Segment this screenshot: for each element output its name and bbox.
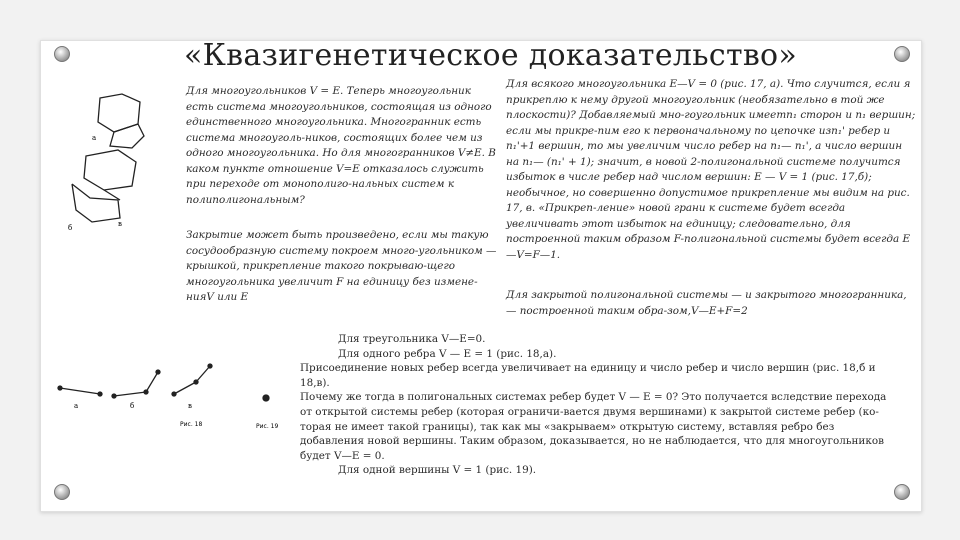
- pin-top-right: [894, 46, 910, 62]
- fig18b-vertex: [156, 370, 160, 374]
- fig17c-polygon: [72, 184, 120, 222]
- fig17b-polygon: [84, 150, 136, 190]
- right-paragraph-1: Для всякого многоугольника E—V = 0 (рис. 17, а). Что случится, если я прикреплю к нему другой многоугольник (необязательно в той же плоскости)? Добавляемый мно-гоугольник имеетn₁ сторон и n₁ вершин; если мы прикре-пим его к первоначальному по цепочке изn₁' ребер и n₁'+1 вершин, то мы увеличим число ребер на n₁— n₁', а число вершин на n₁— (n₁' + 1); значит, в новой 2-полигональной системе получится избыток в числе ребер над числом вершин: E — V = 1 (рис. 17,б); необычное, но совершенно допустимое прикрепление мы видим на рис. 17, в. «Прикреп-ление» новой грани к системе будет всегда увеличивать этот избыток на единицу; следовательно, для построенной таким образом F-полигональной системы будет всегда E —V=F—1.: [506, 78, 916, 261]
- figure-18-19-edges: [56, 362, 292, 446]
- pin-bottom-left: [54, 484, 70, 500]
- left-paragraph-2: Закрытие может быть произведено, если мы такую сосудообразную систему покроем много-угольником — крышкой, прикрепление такого покрываю-щего многоугольника увеличит F на единицу без измене-нияV или E: [186, 229, 497, 303]
- figure-17-polygon-systems: [62, 90, 182, 240]
- fig17-label-b: б: [68, 224, 73, 232]
- fig18a-vertex: [58, 386, 62, 390]
- page-title: «Квазигенетическое доказательство»: [184, 38, 798, 73]
- fig17-label-c: в: [118, 220, 122, 228]
- fig18-label-b: б: [130, 402, 135, 410]
- left-paragraph-1: Для многоугольников V = E. Теперь многоугольник есть система многоугольников, состоящая из одного единственного многоугольника. Многогранник есть система многоуголь-ников, состоящих более чем из одного многоугольника. Но для многогранников V≠E. В каком пункте отношение V=E отказалось служить при переходе от монополиго-нальных систем к полиполигональным?: [186, 85, 496, 206]
- bottom-line-edge: Для одного ребра V — E = 1 (рис. 18,а).: [338, 347, 557, 360]
- fig18a-vertex: [98, 392, 102, 396]
- pin-top-left: [54, 46, 70, 62]
- bottom-line-vertex: Для одной вершины V = 1 (рис. 19).: [338, 464, 537, 477]
- bottom-text-block: [300, 332, 900, 478]
- fig17-label-a: а: [92, 134, 97, 142]
- fig17a-polygon: [98, 94, 140, 132]
- fig18-caption: Рис. 18: [180, 421, 203, 428]
- fig18-label-c: в: [188, 402, 192, 410]
- fig18c-edge: [174, 382, 196, 394]
- fig17a-attached: [110, 124, 144, 148]
- fig18b-edge: [146, 372, 158, 392]
- bottom-line-explanation: Почему же тогда в полигональных системах ребер будет V — E = 0? Это получается вследствие перехода от открытой системы ребер (которая ограничи-вается двумя вершинами) к закрытой системе ребер (ко-торая не имеет такой границы), так как мы «закрываем» открытую систему, вставляя ребро без добавления новой вершины. Таким образом, доказывается, но не наблюдается, что для многоугольников будет V—E = 0.: [300, 391, 887, 462]
- fig18b-vertex: [112, 394, 116, 398]
- fig18a-edge: [60, 388, 100, 394]
- fig18c-vertex: [208, 364, 212, 368]
- fig18c-edge: [196, 366, 210, 382]
- fig19-caption: Рис. 19: [256, 423, 279, 430]
- bottom-line-triangle: Для треугольника V—E=0.: [338, 333, 486, 345]
- fig18-label-a: а: [74, 402, 79, 410]
- fig19-vertex: [263, 395, 269, 401]
- fig18c-vertex: [194, 380, 198, 384]
- fig18c-vertex: [172, 392, 176, 396]
- pin-bottom-right: [894, 484, 910, 500]
- fig18b-vertex: [144, 390, 148, 394]
- right-paragraph-2: Для закрытой полигональной системы — и закрытого многогранника, — построенной таким обра-зом,V—E+F=2: [506, 289, 907, 317]
- fig17c-edge: [104, 190, 120, 200]
- figure-17-shapes: [72, 94, 144, 222]
- fig18b-edge: [114, 392, 146, 396]
- bottom-line-adding-edges: Присоединение новых ребер всегда увеличивает на единицу и число ребер и число вершин (рис. 18,б и 18,в).: [300, 362, 876, 389]
